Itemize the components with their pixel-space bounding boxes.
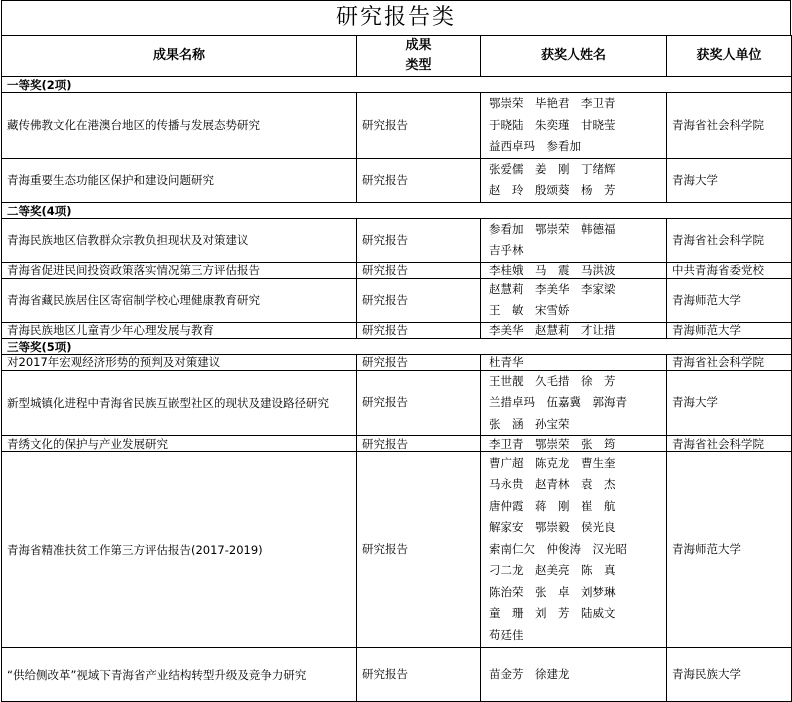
winner-line: 张 涵 孙宝荣 — [489, 416, 570, 431]
result-type: 研究报告 — [357, 354, 481, 370]
winners-cell — [481, 322, 667, 338]
table-row — [2, 322, 792, 338]
winner-line: 曹广超 陈克龙 曹生奎 — [489, 455, 616, 470]
result-name: 青海民族地区儿童青少年心理发展与教育 — [2, 322, 357, 338]
document — [1, 0, 791, 702]
winner-line: 赵慧莉 李美华 李家梁 — [489, 281, 616, 296]
winner-unit: 青海大学 — [667, 370, 792, 436]
table-body — [2, 77, 792, 702]
awards-table — [1, 35, 792, 702]
winner-line: 王 敏 宋雪娇 — [489, 303, 570, 317]
winner-line: 杜青华 — [489, 355, 524, 369]
result-type: 研究报告 — [357, 262, 481, 278]
winners-cell — [481, 648, 667, 702]
result-type: 研究报告 — [357, 278, 481, 322]
winners-cell — [481, 262, 667, 278]
winner-line: 赵 玲 殷颂葵 杨 芳 — [489, 183, 616, 197]
result-name: 新型城镇化进程中青海省民族互嵌型社区的现状及建设路径研究 — [2, 370, 357, 436]
header-winners: 获奖人姓名 — [481, 36, 667, 77]
winner-line: 童 珊 刘 芳 陆威文 — [489, 606, 616, 621]
winners-cell — [481, 278, 667, 322]
winner-line: 张爱儒 姜 刚 丁绪辉 — [489, 161, 616, 176]
header-row — [2, 36, 792, 77]
winner-line: 李卫青 鄂崇荣 张 筠 — [489, 436, 616, 451]
winner-unit: 青海省社会科学院 — [667, 93, 792, 159]
winner-line: 陈治荣 张 卓 刘梦琳 — [489, 584, 616, 599]
winners-cell — [481, 354, 667, 370]
table-row — [2, 278, 792, 322]
winner-line: 参看加 鄂崇荣 韩德福 — [489, 221, 616, 236]
result-type: 研究报告 — [357, 158, 481, 202]
result-name: 对2017年宏观经济形势的预判及对策建议 — [2, 354, 357, 370]
section-label: 二等奖(4项) — [2, 202, 792, 218]
table-row — [2, 370, 792, 436]
section-label: 三等奖(5项) — [2, 338, 792, 354]
winners-cell — [481, 218, 667, 262]
winners-cell — [481, 370, 667, 436]
winner-line: 马永贵 赵青林 袁 杰 — [489, 477, 616, 492]
result-name: 青海省藏民族居住区寄宿制学校心理健康教育研究 — [2, 278, 357, 322]
winners-cell — [481, 452, 667, 648]
winners-cell — [481, 158, 667, 202]
winner-unit: 青海民族大学 — [667, 648, 792, 702]
result-name: 青海重要生态功能区保护和建设问题研究 — [2, 158, 357, 202]
result-name: “供给侧改革”视域下青海省产业结构转型升级及竞争力研究 — [2, 648, 357, 702]
winner-line: 益西卓玛 参看加 — [489, 139, 581, 153]
winner-unit: 青海师范大学 — [667, 322, 792, 338]
winner-line: 于晓陆 朱奕瑾 甘晓莹 — [489, 117, 616, 132]
winner-unit: 青海省社会科学院 — [667, 354, 792, 370]
result-type: 研究报告 — [357, 370, 481, 436]
result-name: 青海省精准扶贫工作第三方评估报告(2017-2019) — [2, 452, 357, 648]
section-label: 一等奖(2项) — [2, 77, 792, 93]
section-row — [2, 202, 792, 218]
winner-line: 兰措卓玛 伍嘉冀 郭海青 — [489, 395, 627, 409]
table-row — [2, 648, 792, 702]
winner-unit: 青海师范大学 — [667, 278, 792, 322]
header-name: 成果名称 — [2, 36, 357, 77]
result-type: 研究报告 — [357, 93, 481, 159]
winner-line: 李桂娥 马 震 马洪波 — [489, 263, 616, 277]
result-type: 研究报告 — [357, 436, 481, 452]
result-name: 藏传佛教文化在港澳台地区的传播与发展态势研究 — [2, 93, 357, 159]
section-row — [2, 77, 792, 93]
header-type: 成果 类型 — [357, 36, 481, 77]
winner-unit: 青海省社会科学院 — [667, 436, 792, 452]
winner-line: 王世靓 久毛措 徐 芳 — [489, 373, 616, 388]
winners-cell — [481, 436, 667, 452]
winner-line: 唐仲霞 蒋 刚 崔 航 — [489, 498, 616, 513]
winner-line: 刁二龙 赵美亮 陈 真 — [489, 563, 616, 578]
page-title: 研究报告类 — [1, 0, 791, 35]
table-row — [2, 158, 792, 202]
result-name: 青绣文化的保护与产业发展研究 — [2, 436, 357, 452]
winner-line: 解家安 鄂崇毅 侯光良 — [489, 520, 616, 535]
winner-line: 鄂崇荣 毕艳君 李卫青 — [489, 96, 616, 110]
winner-line: 苗金芳 徐建龙 — [489, 666, 570, 681]
result-type: 研究报告 — [357, 322, 481, 338]
table-row — [2, 262, 792, 278]
table-row — [2, 218, 792, 262]
table-row — [2, 436, 792, 452]
winner-line: 苟廷佳 — [489, 627, 524, 642]
table-row — [2, 93, 792, 159]
winner-line: 索南仁欠 仲俊涛 汉光昭 — [489, 541, 627, 556]
winner-line: 吉乎林 — [489, 243, 524, 257]
header-unit: 获奖人单位 — [667, 36, 792, 77]
winner-unit: 青海大学 — [667, 158, 792, 202]
section-row — [2, 338, 792, 354]
winner-unit: 青海师范大学 — [667, 452, 792, 648]
result-name: 青海民族地区信教群众宗教负担现状及对策建议 — [2, 218, 357, 262]
winners-cell — [481, 93, 667, 159]
result-type: 研究报告 — [357, 648, 481, 702]
result-type: 研究报告 — [357, 218, 481, 262]
result-type: 研究报告 — [357, 452, 481, 648]
table-row — [2, 354, 792, 370]
winner-unit: 青海省社会科学院 — [667, 218, 792, 262]
result-name: 青海省促进民间投资政策落实情况第三方评估报告 — [2, 262, 357, 278]
winner-line: 李美华 赵慧莉 才让措 — [489, 323, 616, 337]
table-row — [2, 452, 792, 648]
winner-unit: 中共青海省委党校 — [667, 262, 792, 278]
